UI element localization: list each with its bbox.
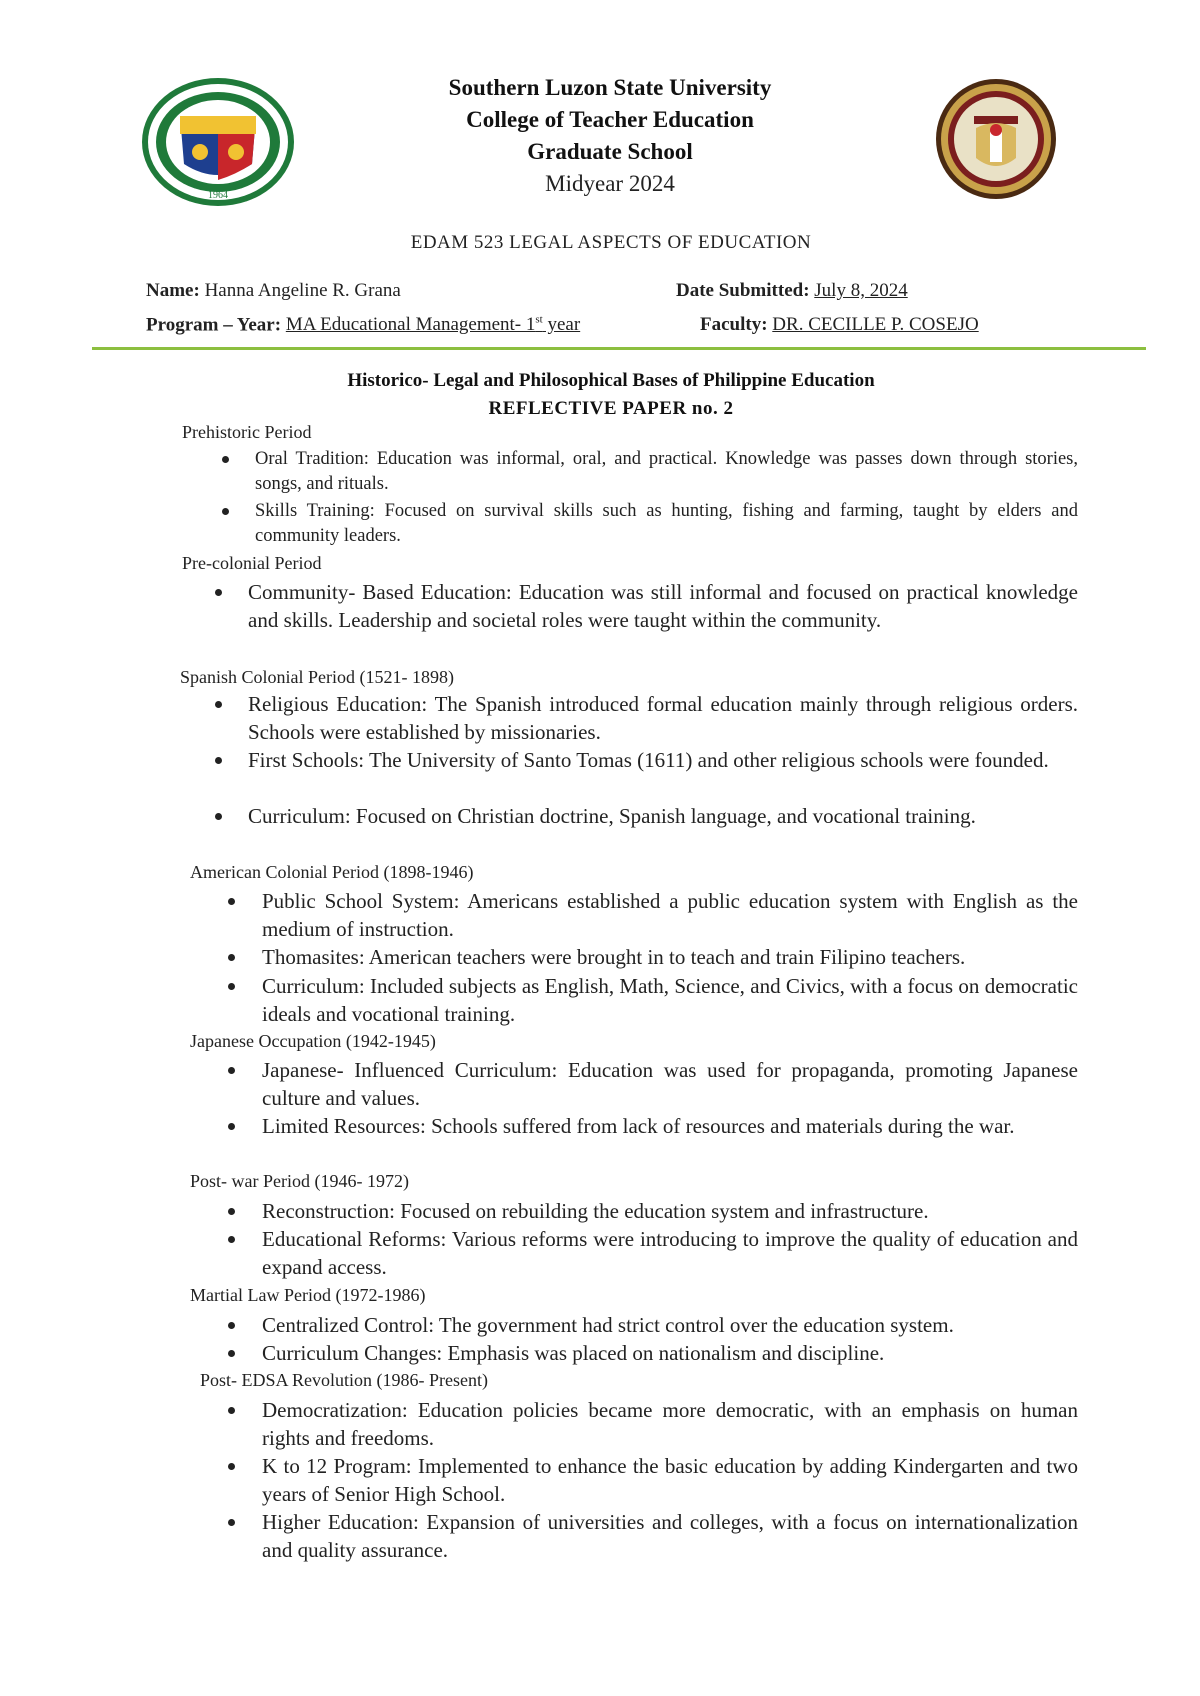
bullet-dot <box>228 1519 235 1526</box>
bullet-item <box>255 447 1078 497</box>
bullet-text: Higher Education: Expansion of universities and colleges, with a focus on internationalization and quality assurance. <box>262 1510 1078 1562</box>
name-label: Name: <box>146 280 200 301</box>
faculty-field <box>700 314 979 336</box>
bullet-item <box>248 746 1078 774</box>
program-sup: st <box>535 314 543 326</box>
bullet-item <box>262 1197 1078 1225</box>
bullet-text: Educational Reforms: Various reforms were introducing to improve the quality of education and expand access. <box>262 1227 1078 1279</box>
bullet-text: Limited Resources: Schools suffered from lack of resources and materials during the war. <box>262 1114 1015 1138</box>
bullet-dot <box>228 1463 235 1470</box>
period-heading: Prehistoric Period <box>182 422 312 442</box>
cte-seal-icon <box>930 78 1062 200</box>
bullet-dot <box>215 813 222 820</box>
bullet-text: First Schools: The University of Santo Tomas (1611) and other religious schools were founded. <box>248 748 1049 772</box>
university-name: Southern Luzon State University <box>448 75 772 100</box>
period-heading: Spanish Colonial Period (1521- 1898) <box>180 667 454 687</box>
date-label: Date Submitted: <box>676 280 810 301</box>
period-heading: Japanese Occupation (1942-1945) <box>190 1031 436 1051</box>
period-heading: Martial Law Period (1972-1986) <box>190 1285 426 1305</box>
bullet-item <box>262 1112 1078 1140</box>
name-value: Hanna Angeline R. Grana <box>204 280 401 301</box>
bullet-dot <box>228 1236 235 1243</box>
bullet-text: Reconstruction: Focused on rebuilding the education system and infrastructure. <box>262 1199 929 1223</box>
bullet-dot <box>228 1123 235 1130</box>
bullet-item <box>262 1396 1078 1452</box>
bullet-text: Public School System: Americans established a public education system with English as the medium of instruction. <box>262 889 1078 941</box>
bullet-dot <box>215 589 222 596</box>
course-title: EDAM 523 LEGAL ASPECTS OF EDUCATION <box>410 232 812 253</box>
college-name: College of Teacher Education <box>466 107 754 132</box>
bullet-item <box>262 1225 1078 1281</box>
bullet-text: Curriculum: Focused on Christian doctrine, Spanish language, and vocational training. <box>248 804 976 828</box>
bullet-text: K to 12 Program: Implemented to enhance the basic education by adding Kindergarten and two years of Senior High School. <box>262 1454 1078 1506</box>
bullet-dot <box>228 898 235 905</box>
bullet-text: Oral Tradition: Education was informal, oral, and practical. Knowledge was passes down through stories, songs, and rituals. <box>255 449 1078 494</box>
bullet-text: Japanese- Influenced Curriculum: Education was used for propaganda, promoting Japanese culture and values. <box>262 1058 1078 1110</box>
bullet-dot <box>215 757 222 764</box>
bullet-item <box>262 1311 1078 1339</box>
program-suffix: year <box>542 314 581 336</box>
bullet-item <box>262 1339 1078 1367</box>
bullet-item <box>262 1508 1078 1564</box>
date-value: July 8, 2024 <box>814 280 908 301</box>
bullet-dot <box>228 1067 235 1074</box>
bullet-item <box>248 690 1078 746</box>
period-heading: Pre-colonial Period <box>182 553 322 573</box>
bullet-dot <box>228 1407 235 1414</box>
bullet-text: Curriculum Changes: Emphasis was placed on nationalism and discipline. <box>262 1341 885 1365</box>
bullet-dot <box>222 456 229 463</box>
paper-title: Historico- Legal and Philosophical Bases of Philippine Education <box>347 370 875 391</box>
bullet-item <box>255 499 1078 549</box>
bullet-text: Community- Based Education: Education was still informal and focused on practical knowledge and skills. Leadership and societal roles were taught within the community. <box>248 580 1078 632</box>
paper-subtitle: REFLECTIVE PAPER no. 2 <box>488 398 734 419</box>
period-heading: American Colonial Period (1898-1946) <box>190 862 474 882</box>
bullet-item <box>248 578 1078 634</box>
bullet-item <box>262 972 1078 1028</box>
period-heading: Post- war Period (1946- 1972) <box>190 1171 409 1191</box>
bullet-dot <box>228 1208 235 1215</box>
program-field <box>146 314 580 336</box>
bullet-item <box>262 1452 1078 1508</box>
slsu-seal-icon <box>140 76 296 208</box>
name-field <box>146 280 401 302</box>
slsu-seal-year: 1964 <box>208 190 228 201</box>
bullet-item <box>262 1056 1078 1112</box>
bullet-text: Religious Education: The Spanish introduced formal education mainly through religious orders. Schools were established by missionaries. <box>248 692 1078 744</box>
bullet-text: Centralized Control: The government had strict control over the education system. <box>262 1313 954 1337</box>
bullet-item <box>262 943 1078 971</box>
bullet-item <box>262 887 1078 943</box>
bullet-text: Democratization: Education policies became more democratic, with an emphasis on human rights and freedoms. <box>262 1398 1078 1450</box>
bullet-item <box>248 802 1078 830</box>
bullet-dot <box>215 701 222 708</box>
faculty-value: DR. CECILLE P. COSEJO <box>772 314 979 335</box>
school-name: Graduate School <box>527 139 693 164</box>
program-value: MA Educational Management- 1 <box>285 314 536 336</box>
faculty-label: Faculty: <box>700 314 768 335</box>
period-heading: Post- EDSA Revolution (1986- Present) <box>200 1370 488 1390</box>
bullet-text: Curriculum: Included subjects as English, Math, Science, and Civics, with a focus on democratic ideals and vocational training. <box>262 974 1078 1026</box>
program-value-wrap <box>286 314 580 335</box>
bullet-dot <box>222 508 229 515</box>
header-divider <box>92 347 1146 350</box>
bullet-text: Skills Training: Focused on survival skills such as hunting, fishing and farming, taught by elders and community leaders. <box>255 501 1078 546</box>
bullet-dot <box>228 1322 235 1329</box>
institution-header <box>350 72 870 200</box>
bullet-dot <box>228 983 235 990</box>
program-label: Program – Year: <box>146 314 282 336</box>
bullet-dot <box>228 1350 235 1357</box>
bullet-text: Thomasites: American teachers were brought in to teach and train Filipino teachers. <box>262 945 966 969</box>
term: Midyear 2024 <box>545 171 675 196</box>
date-field <box>676 280 908 302</box>
bullet-dot <box>228 954 235 961</box>
